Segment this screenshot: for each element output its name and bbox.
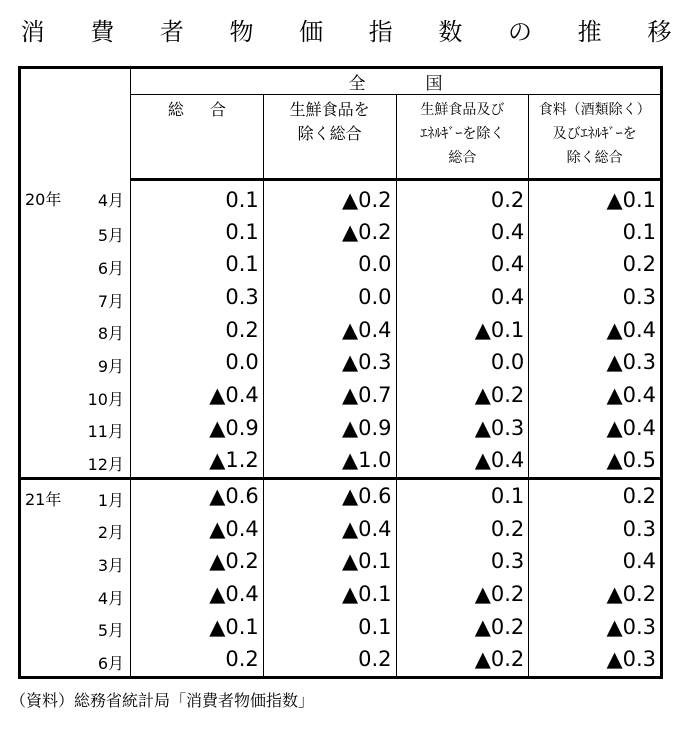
value-cell: ▲0.4: [131, 512, 264, 545]
period-cell: [20, 610, 131, 643]
period-cell: [20, 180, 131, 216]
value-cell: ▲1.2: [131, 444, 264, 478]
value-cell: ▲0.6: [131, 478, 264, 512]
table-row: [20, 281, 662, 314]
table-row: [20, 215, 662, 248]
value-cell: 0.4: [529, 545, 662, 578]
table-row: [20, 578, 662, 611]
value-cell: 0.2: [131, 643, 264, 677]
cpi-table: [18, 66, 663, 679]
month-label: 6月: [97, 258, 124, 278]
table-row: [20, 610, 662, 643]
period-cell: [20, 215, 131, 248]
value-cell: 0.3: [529, 281, 662, 314]
value-cell: ▲0.1: [131, 610, 264, 643]
value-cell: 0.1: [263, 610, 396, 643]
month-label: 5月: [97, 621, 124, 641]
value-cell: ▲0.3: [396, 411, 529, 444]
value-cell: ▲0.4: [529, 379, 662, 412]
period-cell: [20, 578, 131, 611]
value-cell: 0.2: [131, 313, 264, 346]
value-cell: 0.2: [529, 478, 662, 512]
value-cell: 0.1: [131, 180, 264, 216]
value-cell: 0.1: [131, 215, 264, 248]
value-cell: ▲0.4: [263, 313, 396, 346]
value-cell: ▲0.2: [529, 578, 662, 611]
value-cell: 0.4: [396, 215, 529, 248]
value-cell: ▲0.1: [396, 313, 529, 346]
month-label: 12月: [87, 455, 124, 474]
table-row: [20, 346, 662, 379]
column-header-excl-food-energy: 食料（酒類除く） 及びｴﾈﾙｷﾞｰを 除く総合: [529, 95, 662, 180]
month-label: 11月: [87, 422, 124, 442]
value-cell: 0.0: [396, 346, 529, 379]
value-cell: 0.1: [131, 248, 264, 281]
value-cell: 0.0: [263, 281, 396, 314]
value-cell: 0.0: [263, 248, 396, 281]
value-cell: 0.3: [529, 512, 662, 545]
value-cell: 0.2: [263, 643, 396, 677]
month-label: 2月: [97, 523, 124, 543]
value-cell: ▲0.3: [529, 610, 662, 643]
month-label: 10月: [87, 389, 124, 409]
table-row: [20, 545, 662, 578]
value-cell: ▲0.9: [263, 411, 396, 444]
column-header-excl-fresh-food-energy: 生鮮食品及び ｴﾈﾙｷﾞｰを除く 総合: [396, 95, 529, 180]
region-header: 全国: [131, 68, 662, 95]
value-cell: ▲0.6: [263, 478, 396, 512]
period-cell: [20, 444, 131, 478]
year-label: 20年: [25, 189, 62, 209]
period-cell: [20, 281, 131, 314]
month-label: 4月: [97, 190, 124, 210]
table-row: [20, 411, 662, 444]
value-cell: ▲0.2: [396, 578, 529, 611]
value-cell: ▲0.1: [263, 578, 396, 611]
table-row: [20, 478, 662, 512]
table-row: [20, 444, 662, 478]
value-cell: ▲0.2: [396, 379, 529, 412]
value-cell: ▲0.1: [529, 180, 662, 216]
value-cell: ▲0.4: [131, 379, 264, 412]
value-cell: ▲1.0: [263, 444, 396, 478]
value-cell: ▲0.2: [263, 180, 396, 216]
value-cell: ▲0.3: [529, 346, 662, 379]
value-cell: ▲0.2: [131, 545, 264, 578]
period-cell: [20, 248, 131, 281]
value-cell: ▲0.5: [529, 444, 662, 478]
table-row: [20, 313, 662, 346]
value-cell: 0.3: [396, 545, 529, 578]
value-cell: ▲0.2: [396, 610, 529, 643]
period-cell: [20, 512, 131, 545]
period-cell: [20, 643, 131, 677]
table-row: [20, 180, 662, 216]
value-cell: 0.2: [396, 512, 529, 545]
value-cell: 0.1: [396, 478, 529, 512]
region-header-row: [20, 68, 662, 95]
value-cell: ▲0.4: [529, 313, 662, 346]
source-note: （資料）総務省統計局「消費者物価指数」: [10, 691, 315, 710]
value-cell: 0.4: [396, 281, 529, 314]
month-label: 3月: [97, 556, 124, 576]
value-cell: ▲0.9: [131, 411, 264, 444]
value-cell: 0.3: [131, 281, 264, 314]
value-cell: 0.4: [396, 248, 529, 281]
month-label: 1月: [97, 490, 124, 510]
period-cell: [20, 411, 131, 444]
value-cell: 0.1: [529, 215, 662, 248]
value-cell: ▲0.4: [529, 411, 662, 444]
month-label: 4月: [97, 588, 124, 608]
page-title: 消 費 者 物 価 指 数 の 推 移: [20, 18, 691, 46]
value-cell: ▲0.7: [263, 379, 396, 412]
period-cell: [20, 379, 131, 412]
value-cell: 0.0: [131, 346, 264, 379]
month-label: 5月: [97, 226, 124, 246]
period-cell: [20, 545, 131, 578]
value-cell: ▲0.4: [263, 512, 396, 545]
value-cell: ▲0.2: [396, 643, 529, 677]
value-cell: 0.2: [529, 248, 662, 281]
month-label: 8月: [97, 324, 124, 344]
value-cell: ▲0.3: [263, 346, 396, 379]
table-row: [20, 379, 662, 412]
value-cell: ▲0.3: [529, 643, 662, 677]
table-row: [20, 512, 662, 545]
table-row: [20, 643, 662, 677]
corner-cell: [20, 68, 131, 180]
column-header-total: 総合: [131, 95, 264, 180]
month-label: 9月: [97, 356, 124, 376]
period-cell: [20, 346, 131, 379]
column-header-excl-fresh-food: 生鮮食品を 除く総合: [263, 95, 396, 180]
table-body: [20, 180, 662, 678]
year-label: 21年: [25, 489, 62, 509]
period-cell: [20, 313, 131, 346]
table-row: [20, 248, 662, 281]
period-cell: [20, 478, 131, 512]
month-label: 7月: [97, 291, 124, 311]
value-cell: ▲0.4: [396, 444, 529, 478]
value-cell: ▲0.4: [131, 578, 264, 611]
value-cell: ▲0.2: [263, 215, 396, 248]
month-label: 6月: [97, 654, 124, 674]
value-cell: 0.2: [396, 180, 529, 216]
value-cell: ▲0.1: [263, 545, 396, 578]
